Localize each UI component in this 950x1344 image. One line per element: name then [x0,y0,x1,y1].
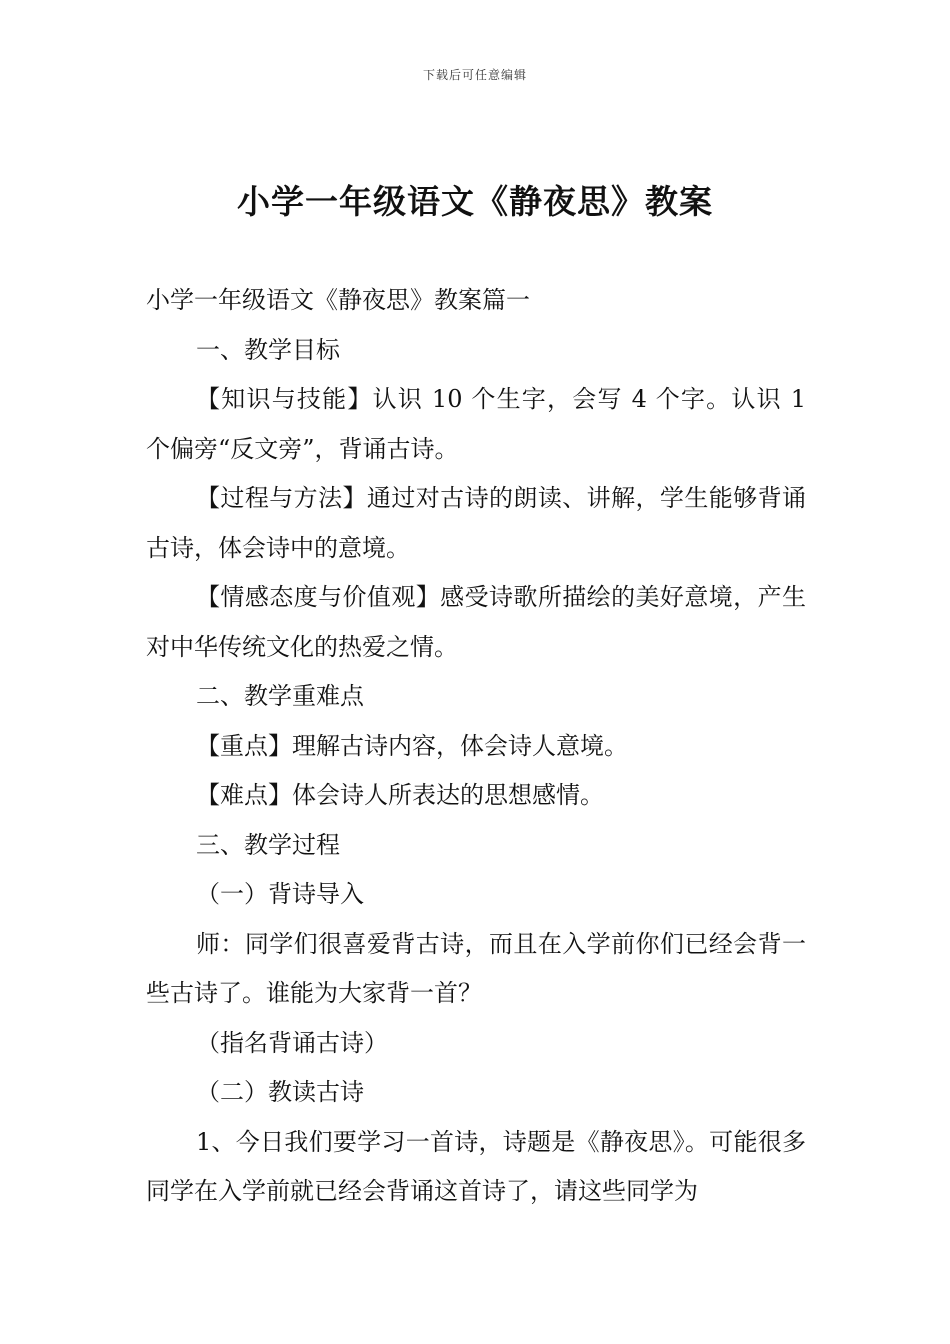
header-note: 下载后可任意编辑 [422,68,527,82]
subheading-poem-intro: （一）背诗导入 [196,880,364,908]
paragraph-difficult-point: 【难点】体会诗人所表达的思想感情。 [196,781,604,809]
document-title: 小学一年级语文《静夜思》教案 [237,182,713,221]
heading-teaching-goals: 一、教学目标 [196,335,340,364]
paragraph-knowledge-skills: 【知识与技能】认识 10 个生字，会写 4 个字。认识 1 个偏旁“反文旁”，背诵古诗。 [146,385,806,463]
paragraph-lesson-start: 1、今日我们要学习一首诗，诗题是《静夜思》。可能很多同学在入学前就已经会背诵这首诗了，请这些同学为 [146,1127,806,1205]
paragraph-key-point: 【重点】理解古诗内容，体会诗人意境。 [196,731,628,760]
paragraph-emotion-values: 【情感态度与价值观】感受诗歌所描绘的美好意境，产生对中华传统文化的热爱之情。 [146,583,806,661]
heading-key-difficult-points: 二、教学重难点 [196,682,364,710]
document-body [146,276,806,1217]
paragraph-process-method: 【过程与方法】通过对古诗的朗读、讲解，学生能够背诵古诗，体会诗中的意境。 [146,484,806,562]
subheading-teach-reading: （二）教读古诗 [196,1078,364,1106]
paragraph-teacher-question: 师：同学们很喜爱背古诗，而且在入学前你们已经会背一些古诗了。谁能为大家背一首？ [146,929,806,1007]
paragraph-recite-note: （指名背诵古诗） [196,1028,388,1057]
section-heading-part-one: 小学一年级语文《静夜思》教案篇一 [146,286,530,314]
heading-teaching-process: 三、教学过程 [196,830,340,859]
